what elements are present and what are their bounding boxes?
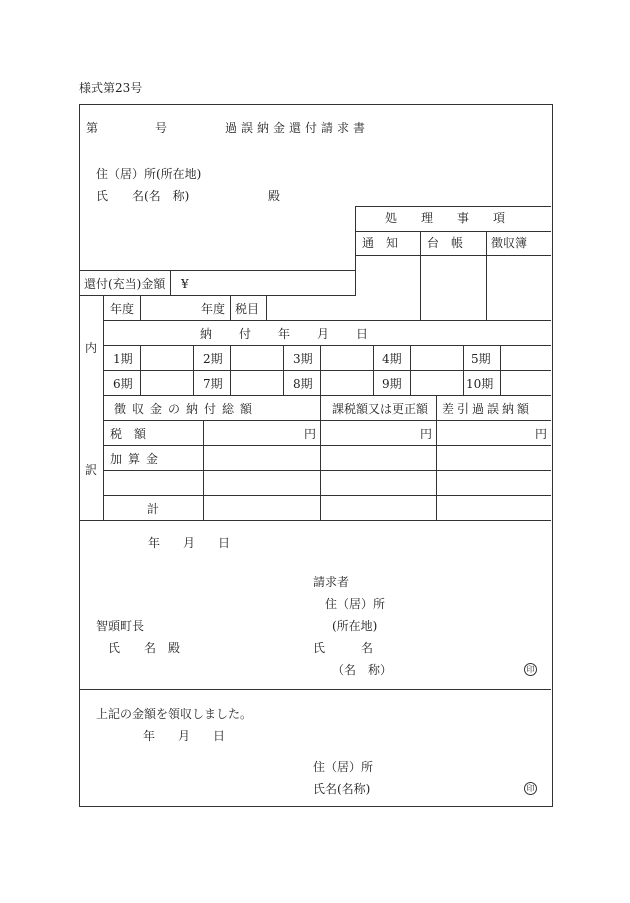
unit-yen: 円 [535, 427, 548, 441]
breakdown-col-overpaid: 差引過誤納額 [442, 402, 533, 416]
row-label-total: 計 [147, 502, 160, 516]
mayor-label: 智頭町長 [96, 619, 145, 633]
divider [230, 295, 231, 320]
tax-item-label: 税目 [235, 302, 260, 316]
period-label: 6期 [113, 377, 133, 391]
divider [103, 470, 551, 471]
period-label: 7期 [203, 377, 223, 391]
divider [79, 270, 356, 271]
seal-icon: 印 [524, 663, 537, 676]
refund-amount-label: 還付(充当)金額 [84, 277, 166, 291]
period-label: 10期 [466, 377, 494, 391]
divider [79, 520, 551, 521]
divider [140, 295, 141, 320]
row-label-tax: 税 額 [110, 427, 147, 441]
processing-col-ledger: 台 帳 [427, 236, 464, 250]
unit-yen: 円 [420, 427, 433, 441]
processing-title: 処 理 事 項 [385, 211, 512, 225]
wake-label: 訳 [85, 463, 98, 477]
divider [266, 295, 267, 320]
unit-yen: 円 [304, 427, 317, 441]
period-label: 5期 [471, 352, 491, 366]
divider [103, 320, 551, 321]
date-day: 日 [218, 536, 231, 550]
uchi-label: 内 [85, 341, 98, 355]
processing-col-notice: 通 知 [362, 236, 399, 250]
divider [283, 345, 284, 395]
divider [193, 345, 194, 395]
mayor-name-label: 氏 名 殿 [108, 641, 181, 655]
breakdown-col-total-paid: 徴収金の納付総額 [114, 402, 259, 416]
divider [410, 345, 411, 395]
divider [103, 445, 551, 446]
yen-sign: ¥ [181, 277, 189, 291]
processing-col-collection: 徴収簿 [491, 236, 528, 250]
divider [320, 345, 321, 395]
honorific: 殿 [268, 189, 281, 203]
form-title: 過誤納金還付請求書 [225, 121, 370, 135]
receipt-address-label: 住（居）所 [313, 760, 374, 774]
number-prefix: 第 [86, 121, 99, 135]
receipt-date-month: 月 [178, 729, 191, 743]
period-label: 3期 [293, 352, 313, 366]
divider [140, 345, 141, 395]
divider [170, 270, 171, 295]
divider [103, 395, 551, 396]
date-month: 月 [183, 536, 196, 550]
divider [373, 345, 374, 395]
date-year: 年 [148, 536, 161, 550]
divider [463, 345, 464, 395]
breakdown-col-assessed: 課税額又は更正額 [332, 402, 429, 416]
divider [79, 689, 551, 690]
claimant-location-label: (所在地) [332, 619, 378, 633]
divider [486, 231, 487, 320]
name-label: 氏 名(名 称) [96, 189, 190, 203]
receipt-text: 上記の金額を領収しました。 [96, 707, 253, 721]
receipt-name-label: 氏名(名称) [313, 782, 371, 796]
divider [420, 231, 421, 320]
divider [230, 345, 231, 395]
claimant-name-label: 氏 名 [313, 641, 378, 655]
address-label: 住（居）所(所在地) [96, 167, 202, 181]
number-suffix: 号 [155, 121, 168, 135]
receipt-date-day: 日 [213, 729, 226, 743]
divider [103, 495, 551, 496]
fiscal-year-label-2: 年度 [201, 302, 226, 316]
period-label: 1期 [113, 352, 133, 366]
row-label-surcharge: 加算金 [110, 452, 165, 466]
divider [103, 295, 104, 520]
divider [355, 206, 551, 207]
divider [355, 255, 551, 256]
divider [103, 345, 551, 346]
claimant-label: 請求者 [313, 575, 350, 589]
divider [355, 231, 551, 232]
fiscal-year-label: 年度 [110, 302, 135, 316]
form-number: 様式第23号 [79, 81, 143, 95]
divider [103, 370, 551, 371]
divider [436, 395, 437, 520]
period-label: 2期 [203, 352, 223, 366]
divider [320, 395, 321, 520]
divider [79, 295, 356, 296]
period-label: 8期 [293, 377, 313, 391]
period-label: 4期 [382, 352, 402, 366]
seal-icon: 印 [524, 782, 537, 795]
period-label: 9期 [382, 377, 402, 391]
divider [103, 420, 551, 421]
divider [355, 206, 356, 295]
divider [500, 345, 501, 395]
claimant-entity-label: （名 称） [332, 663, 393, 677]
receipt-date-year: 年 [143, 729, 156, 743]
claimant-address-label: 住（居）所 [325, 597, 386, 611]
payment-date-header: 納 付 年 月 日 [200, 327, 370, 341]
